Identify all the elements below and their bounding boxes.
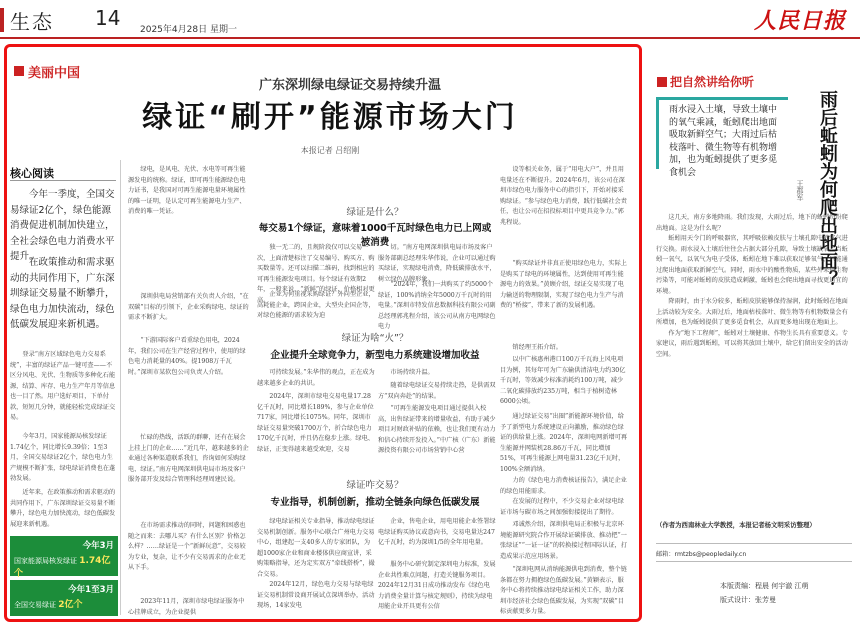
body-paragraph: 在发展的过程中，不少交易企业对绿电绿证市场与碳市场之间加强衔接提出了期待。 xyxy=(500,498,624,516)
section-kicker: 绿证为啥“火”？ xyxy=(341,333,409,344)
body-paragraph: 销经理王拓介绍。 xyxy=(512,344,562,351)
sidebar-divider xyxy=(120,160,121,615)
issue-date: 2025年4月28日 星期一 xyxy=(140,25,237,35)
body-paragraph: 市场持续升温。 xyxy=(390,369,434,376)
sidebar-title: 核心阅读 xyxy=(10,167,54,180)
masthead xyxy=(0,0,860,38)
body-paragraph: 服务中心研究制定深圳电力标准，发展企业共性难点问题，打造关键服务项目。2024年12月31日成功推动发布《绿色电力消费全量计算与核定规则》，持续为绿电用能企业开具更有公信 xyxy=(378,561,496,610)
stat-value: 2亿个 xyxy=(58,600,83,610)
article-byline: 本报记者 吕绍刚 xyxy=(300,146,360,155)
stat-title: 今年3月 xyxy=(82,541,114,551)
stat-body xyxy=(14,597,114,610)
sidebar-paragraph: 今年3月，国家能源局核发绿证1.74亿个，同比增长9.39倍；1至3月，全国交易绿证2亿个，绿色电力生产规模不断扩张，绿电绿证消费也在蓬勃发展。 xyxy=(10,433,116,482)
stat-title: 今年1至3月 xyxy=(68,585,114,595)
sidebar-title-rule xyxy=(10,180,116,181)
right-article-title[interactable]: 雨后蚯蚓为何爬出地面？ xyxy=(817,90,838,288)
column-tag-icon xyxy=(657,77,667,87)
body-paragraph: 可持续发展。”朱华伟的观点，正在成为越来越多企业的共识。 xyxy=(257,369,375,387)
body-paragraph: 以中广核惠州港口100万千瓦海上风电项目为例，其每年可为广东输供清洁电力约30亿千瓦时，等效减少标准消耗约100万吨，减少二氧化碳排放约235万吨，相当于植树造林6000公顷。 xyxy=(500,356,626,405)
body-paragraph: 降雨时，由于水分较多，蚯蚓皮肤能够保持湿润，此时蚯蚓在地面上活动较为安全。大雨过后，地面枯枝落叶、微生物等有机物数量会有所增加，也为蚯蚓提供了更多觅食机会，从而更多地出现在地面上。 xyxy=(656,298,848,326)
section-name: 生态 xyxy=(10,10,54,34)
right-article-body xyxy=(656,213,852,360)
design-line: 版式设计：张芳曼 xyxy=(720,596,776,604)
body-paragraph: 通过绿证交易“出圈”新能源环境价值，给予了新型电力系统建设正向激励，推动绿色绿证的供给量上涨。2024年，深圳电网新增可再生能源并网装机28.86万千瓦，同比增加51%，可再生能源上网电量31.23亿千瓦时，100%全额消纳。 xyxy=(500,413,628,473)
stat-value: 1.74亿个 xyxy=(14,556,111,579)
sidebar-paragraph: 近年来，在政策推动和需求驱动的共同作用下，广东深圳绿证交易量不断攀升，绿色电力加快流动，绿色低碳发展迎来新机遇。 xyxy=(10,489,116,528)
newspaper-logo: 人民日报 xyxy=(753,8,846,34)
right-column-tag: 把自然讲给你听 xyxy=(670,75,755,89)
body-paragraph: 绿电绿证相关专业指导，推动绿电绿证交易机制创新。服务中心联合广州电力交易中心，组建起一支40多人的专家团队，为超1000家企业和商业楼体供应商宣讲，采购策略指导，还为定实双方“牵线搭桥”，撮合交易。 xyxy=(257,518,375,578)
stat-label: 全国交易绿证 xyxy=(14,601,56,609)
right-article-author: 王郡军 xyxy=(796,180,804,201)
body-paragraph: 2023年11月，深圳市绿电绿证服务中心挂牌成立，为企业提供 xyxy=(128,598,245,616)
body-paragraph: 2024年12月，绿色电力交易与绿电绿证交易机制常设商开展试点深圳举办，活动现场，14家发电 xyxy=(257,581,375,609)
page-number: 14 xyxy=(95,6,121,30)
section-title: 企业提升全球竞争力，新型电力系统建设增加收益 xyxy=(270,350,480,361)
editors-line: 本版责编：程晨 何宇澈 江萌 xyxy=(720,582,809,590)
sidebar-lead-1: 今年一季度，全国交易绿证2亿个，绿色能源消费促进机制加快建立，全社会绿色电力消费水平提升。 xyxy=(10,189,115,263)
divider xyxy=(656,561,852,562)
body-paragraph: 绿电，是风电、光伏、水电等可再生能源发电的统称。绿证，即可再生能源绿色电力证书，是我国对可再生能源电量环境属性的唯一证明，是认定可再生能源电力生产、消费的唯一凭证。 xyxy=(128,166,246,215)
contact-email[interactable]: 邮箱：rmtzbs@peopledaily.cn xyxy=(656,551,747,558)
body-paragraph: “可再生能源发电项目通过提供入校高，出售绿证带来的增量收益，有助于减少项目对财政补贴的依赖，也让我们更有动力和信心持续开发投入。”中广核（广东）新能源投资有限公司市场营销中心营 xyxy=(378,405,496,454)
section-title: 专业指导，机制创新，推动全链条向绿色低碳发展 xyxy=(270,497,480,508)
section-title: 每交易1个绿证，意味着1000千瓦时绿色电力已上网或被消费 xyxy=(258,223,492,248)
stat-box-q1 xyxy=(10,580,118,616)
body-paragraph: 企业为何重视采购绿证？外向型企业，高耗能企业，跨国企业，大型央企国企等，对绿色能源的需求较为迫 xyxy=(257,291,375,319)
editors-credit xyxy=(720,579,856,607)
body-paragraph: “深圳电网从消纳能源供电到消费，整个链条都在努力拥抱绿色低碳发展。”黄颖表示，服务中心将持续推动绿电绿证相关工作，助力深圳市经济社会绿色低碳发展，为实现“双碳”目标贡献更多力量。 xyxy=(500,566,627,615)
section-marker xyxy=(0,8,4,32)
masthead-rule xyxy=(0,37,860,39)
stat-label: 国家能源局核发绿证 xyxy=(14,557,77,565)
body-paragraph: 2024年，深圳市绿电交易电量17.28亿千瓦时，同比增长189%，参与企业单位717家，同比增长1075%。同年，深圳市绿证交易量突破1700万个，折合绿色电力170亿千瓦时，并且仍在稳步上涨。绿电、绿证，正变得越来越受欢迎，交易 xyxy=(257,393,374,453)
body-paragraph: “下游国际客户看重绿色用电，2024年，我们公司在生产经营过程中，使用的绿色电力消耗量的40%。提1908万千瓦时。”深圳市某软包公司负责人介绍。 xyxy=(128,337,246,376)
pull-quote: 雨水浸入土壤，导致土壤中的氧气乘减，蚯蚓爬出地面吸取新鲜空气；大雨过后枯枝落叶、微生物等有机物增加，也为蚯蚓提供了更多觅食机会 xyxy=(669,105,778,178)
section-kicker: 绿证咋交易？ xyxy=(346,480,404,491)
body-paragraph: 力的《绿色电力消费核证报告》，满足企业的绿色用能需求。 xyxy=(500,477,627,495)
stat-box-march xyxy=(10,536,118,579)
body-paragraph: 蚯蚓用天令门的呼吸器官，其呼吸依赖皮肤与土壤孔隙中的氧气进行交换。雨水浸入土壤后往往会占据大部分孔隙，导致土壤缺氧。当蚯蚓一氧气，以氧气为电子受体，蚯蚓在地下难以获取足够氧气，只能通过爬出地面获取新鲜空气。同时，雨水中的酸性物质，某些外来微生物污染等，可能对蚯蚓的皮肤造成刺激，蚯蚓也会爬出地面寻找更适宜的环境。 xyxy=(656,235,848,295)
body-paragraph: “2024年，我们一共购买了约5000个绿证，100%消纳全年5000万千瓦时的用电量。”深圳市特发信息数据科技有限公司副总经理郭兆程介绍，该公司从南方电网绿色电力 xyxy=(378,281,496,330)
author-credit: （作者为西南林业大学教授，本报记者杨文明采访整理） xyxy=(656,521,816,529)
column-tag-icon xyxy=(14,66,24,76)
section-kicker: 绿证是什么？ xyxy=(346,207,404,218)
divider xyxy=(656,543,852,544)
column-tag: 美丽中国 xyxy=(28,66,81,81)
body-paragraph: 独一无二的，且规阶段仅可以交易一次，上面清楚标注了交易编号、购买方、购买数量等。还可以扫描二维码，找到相应的可再生能源发电项目。每个绿证有效期2年，一般来说，“新鲜”的绿证，价格相对更高。 xyxy=(257,244,375,304)
body-paragraph: 这几天，南方多地降雨。我们发现，大雨过后，地下的蚯蚓纷纷爬出地面。这是为什么呢？ xyxy=(656,214,848,232)
body-paragraph: “购买绿证并非真正使用绿色电力，实际上是购买了绿电的环境属性，达到使用可再生能源电力的效果。”黄顾介绍，绿证交易实现了电力输送的物理限制，实现了绿色电力生产与消费的“桥接”，带来了新的发展机遇。 xyxy=(500,260,627,309)
sidebar-paragraph: 登录“南方区域绿色电力交易系统”，丰富的绿证产品一键可查——不区分风电、光伏、生物质等多种化石能源，结算、库存、电力生产年月等信息也一目了然。用户选好项目，下单付款，短短几分钟，就能轻松完成绿证交易。 xyxy=(10,351,116,421)
body-paragraph: 在市场需求推动的同时，问题和困惑也随之而来：去哪儿买？有什么区别？价格怎么样？……绿证是一个“新鲜玩意”，交易较为专业，复杂，让不少有交易需求的企业无从下手。 xyxy=(128,522,246,571)
sidebar-lead-2: 在政策推动和需求驱动的共同作用下，广东深圳绿证交易量不断攀升，绿色电力加快流动，绿色低碳发展迎来新机遇。 xyxy=(10,257,115,331)
pull-quote-box xyxy=(656,97,788,178)
body-paragraph: 邓诚然介绍，深圳供电局正积极与北京环境能源研究院合作开展绿证碳排放、推动把“一张绿证”“一证一证”的转换接过程国际认证，打造成果示范应用场景。 xyxy=(500,521,628,560)
body-paragraph: 设等相关业务，属于“用电大户”，并且用电量还在不断提升。2024年6月，该公司在深圳市绿色电力服务中心的指引下，开始对接采购绿证。“参与绿色电力消费，践行低碳社会责任，也让公司在招投标项目中更具竞争力。”郭兆程说。 xyxy=(500,166,627,226)
article-headline[interactable]: 绿证“刷开”能源市场大门 xyxy=(142,100,518,135)
body-paragraph: 企业，售电企业，用电用能企业签署绿电绿证购买协议或意向书，交易电量达247亿千瓦时，约为深圳1/5的全年用电量。 xyxy=(378,518,496,546)
body-paragraph: 作为“地下工程师”，蚯蚓对土壤健康、作物生长具有重要意义。专家建议，雨后遇到蚯蚓，可以将其放回土壤中，给它们留出安全的活动空间。 xyxy=(656,329,848,358)
body-paragraph: 深圳供电局营销部有关负责人介绍，“在双碳”目标的引领下，企业采购绿电、绿证的需求不断扩大。 xyxy=(128,293,249,321)
body-paragraph: 忙碌的热线，活跃的群聊，还有在展会上挂上门的企业……“近几年，越来越多的企业通过各种渠道联系我们，咨询如何采购绿电、绿证。”南方电网深圳供电局市场及客户服务部开发及综合管理科经理周建民说。 xyxy=(128,434,249,483)
body-paragraph: 切。“南方电网深圳供电局市场及客户服务部副总经理朱华伟说，企业可以通过购买绿证，实现绿电消费，降低碳排放水平，树立绿色品牌形象。 xyxy=(378,244,496,283)
body-paragraph: 随着绿电绿证交易持续走热，是供需双方“双向奔赴”的结果。 xyxy=(378,382,496,400)
article-kicker: 广东深圳绿电绿证交易持续升温 xyxy=(258,78,441,93)
